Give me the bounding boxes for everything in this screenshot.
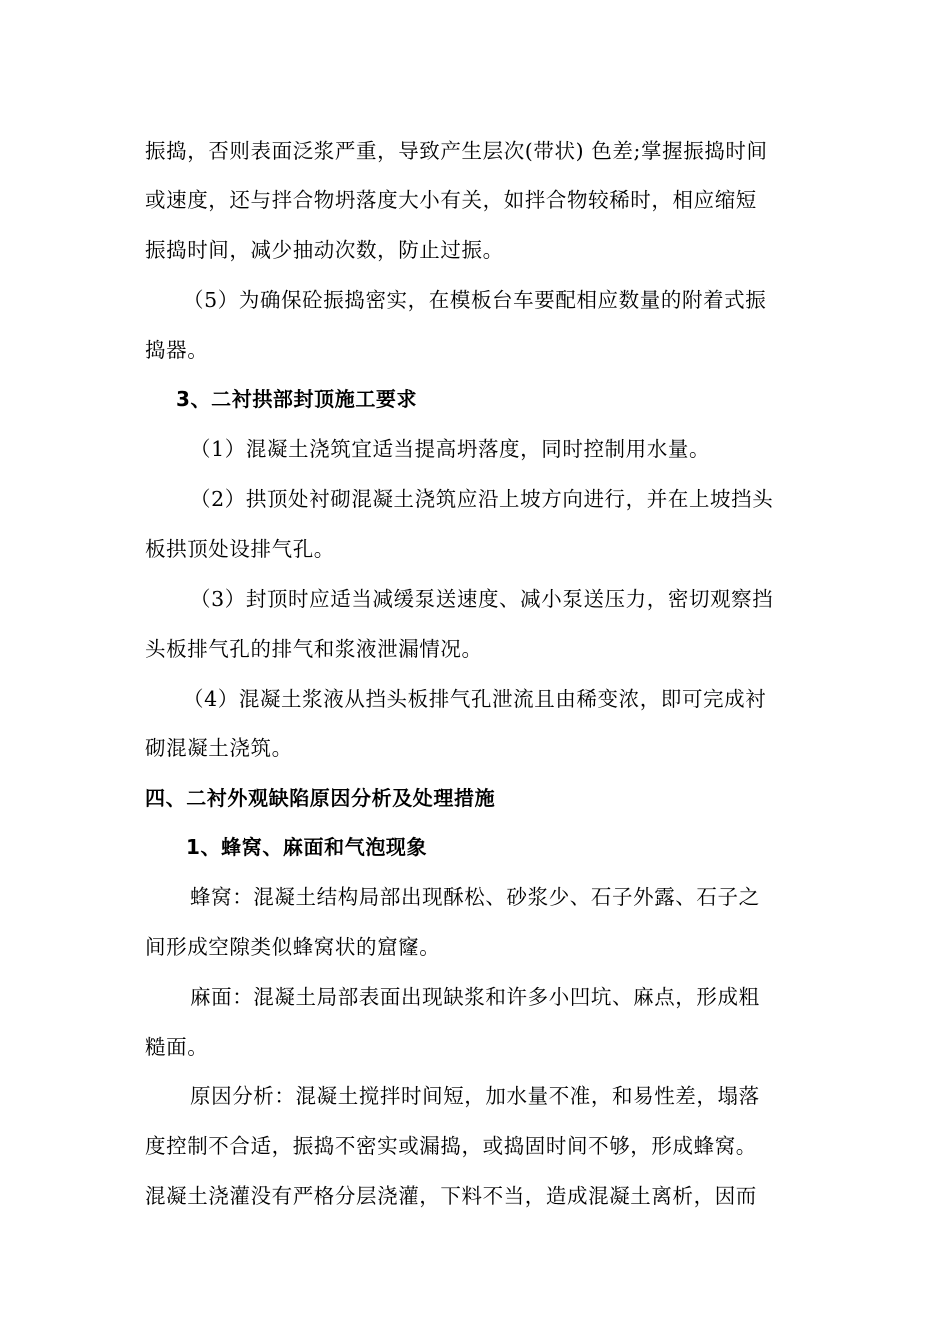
chapter-heading: 四、二衬外观缺陷原因分析及处理措施 [145,786,496,810]
section-heading: 1、蜂窝、麻面和气泡现象 [186,835,428,859]
section-heading: 3、二衬拱部封顶施工要求 [176,387,418,411]
text-line: 蜂窝：混凝土结构局部出现酥松、砂浆少、石子外露、石子之 [190,885,760,909]
text-line: 砌混凝土浇筑。 [145,736,293,760]
text-line: 振捣时间，减少抽动次数，防止过振。 [145,238,504,262]
text-line: 混凝土浇灌没有严格分层浇灌，下料不当，造成混凝土离析，因而 [145,1184,757,1208]
text-line: 糙面。 [145,1035,209,1059]
text-line: 度控制不合适，振捣不密实或漏捣，或捣固时间不够，形成蜂窝。 [145,1134,757,1158]
text-line: 原因分析：混凝土搅拌时间短，加水量不准，和易性差，塌落 [190,1084,760,1108]
text-line: 麻面：混凝土局部表面出现缺浆和许多小凹坑、麻点，形成粗 [190,985,760,1009]
text-line: （4）混凝土浆液从挡头板排气孔泄流且由稀变浓，即可完成衬 [183,687,767,711]
text-line: 板拱顶处设排气孔。 [145,537,335,561]
text-line: 头板排气孔的排气和浆液泄漏情况。 [145,637,483,661]
text-line: 间形成空隙类似蜂窝状的窟窿。 [145,935,441,959]
text-line: （5）为确保砼振捣密实，在模板台车要配相应数量的附着式振 [183,288,767,312]
text-line: （2）拱顶处衬砌混凝土浇筑应沿上坡方向进行，并在上坡挡头 [190,487,774,511]
text-line: 振捣，否则表面泛浆严重，导致产生层次(带状) 色差;掌握振捣时间 [145,139,768,163]
text-line: 或速度，还与拌合物坍落度大小有关，如拌合物较稀时，相应缩短 [145,188,757,212]
text-line: （3）封顶时应适当减缓泵送速度、减小泵送压力，密切观察挡 [190,587,774,611]
text-line: 捣器。 [145,338,209,362]
text-line: （1）混凝土浇筑宜适当提高坍落度，同时控制用水量。 [190,437,711,461]
